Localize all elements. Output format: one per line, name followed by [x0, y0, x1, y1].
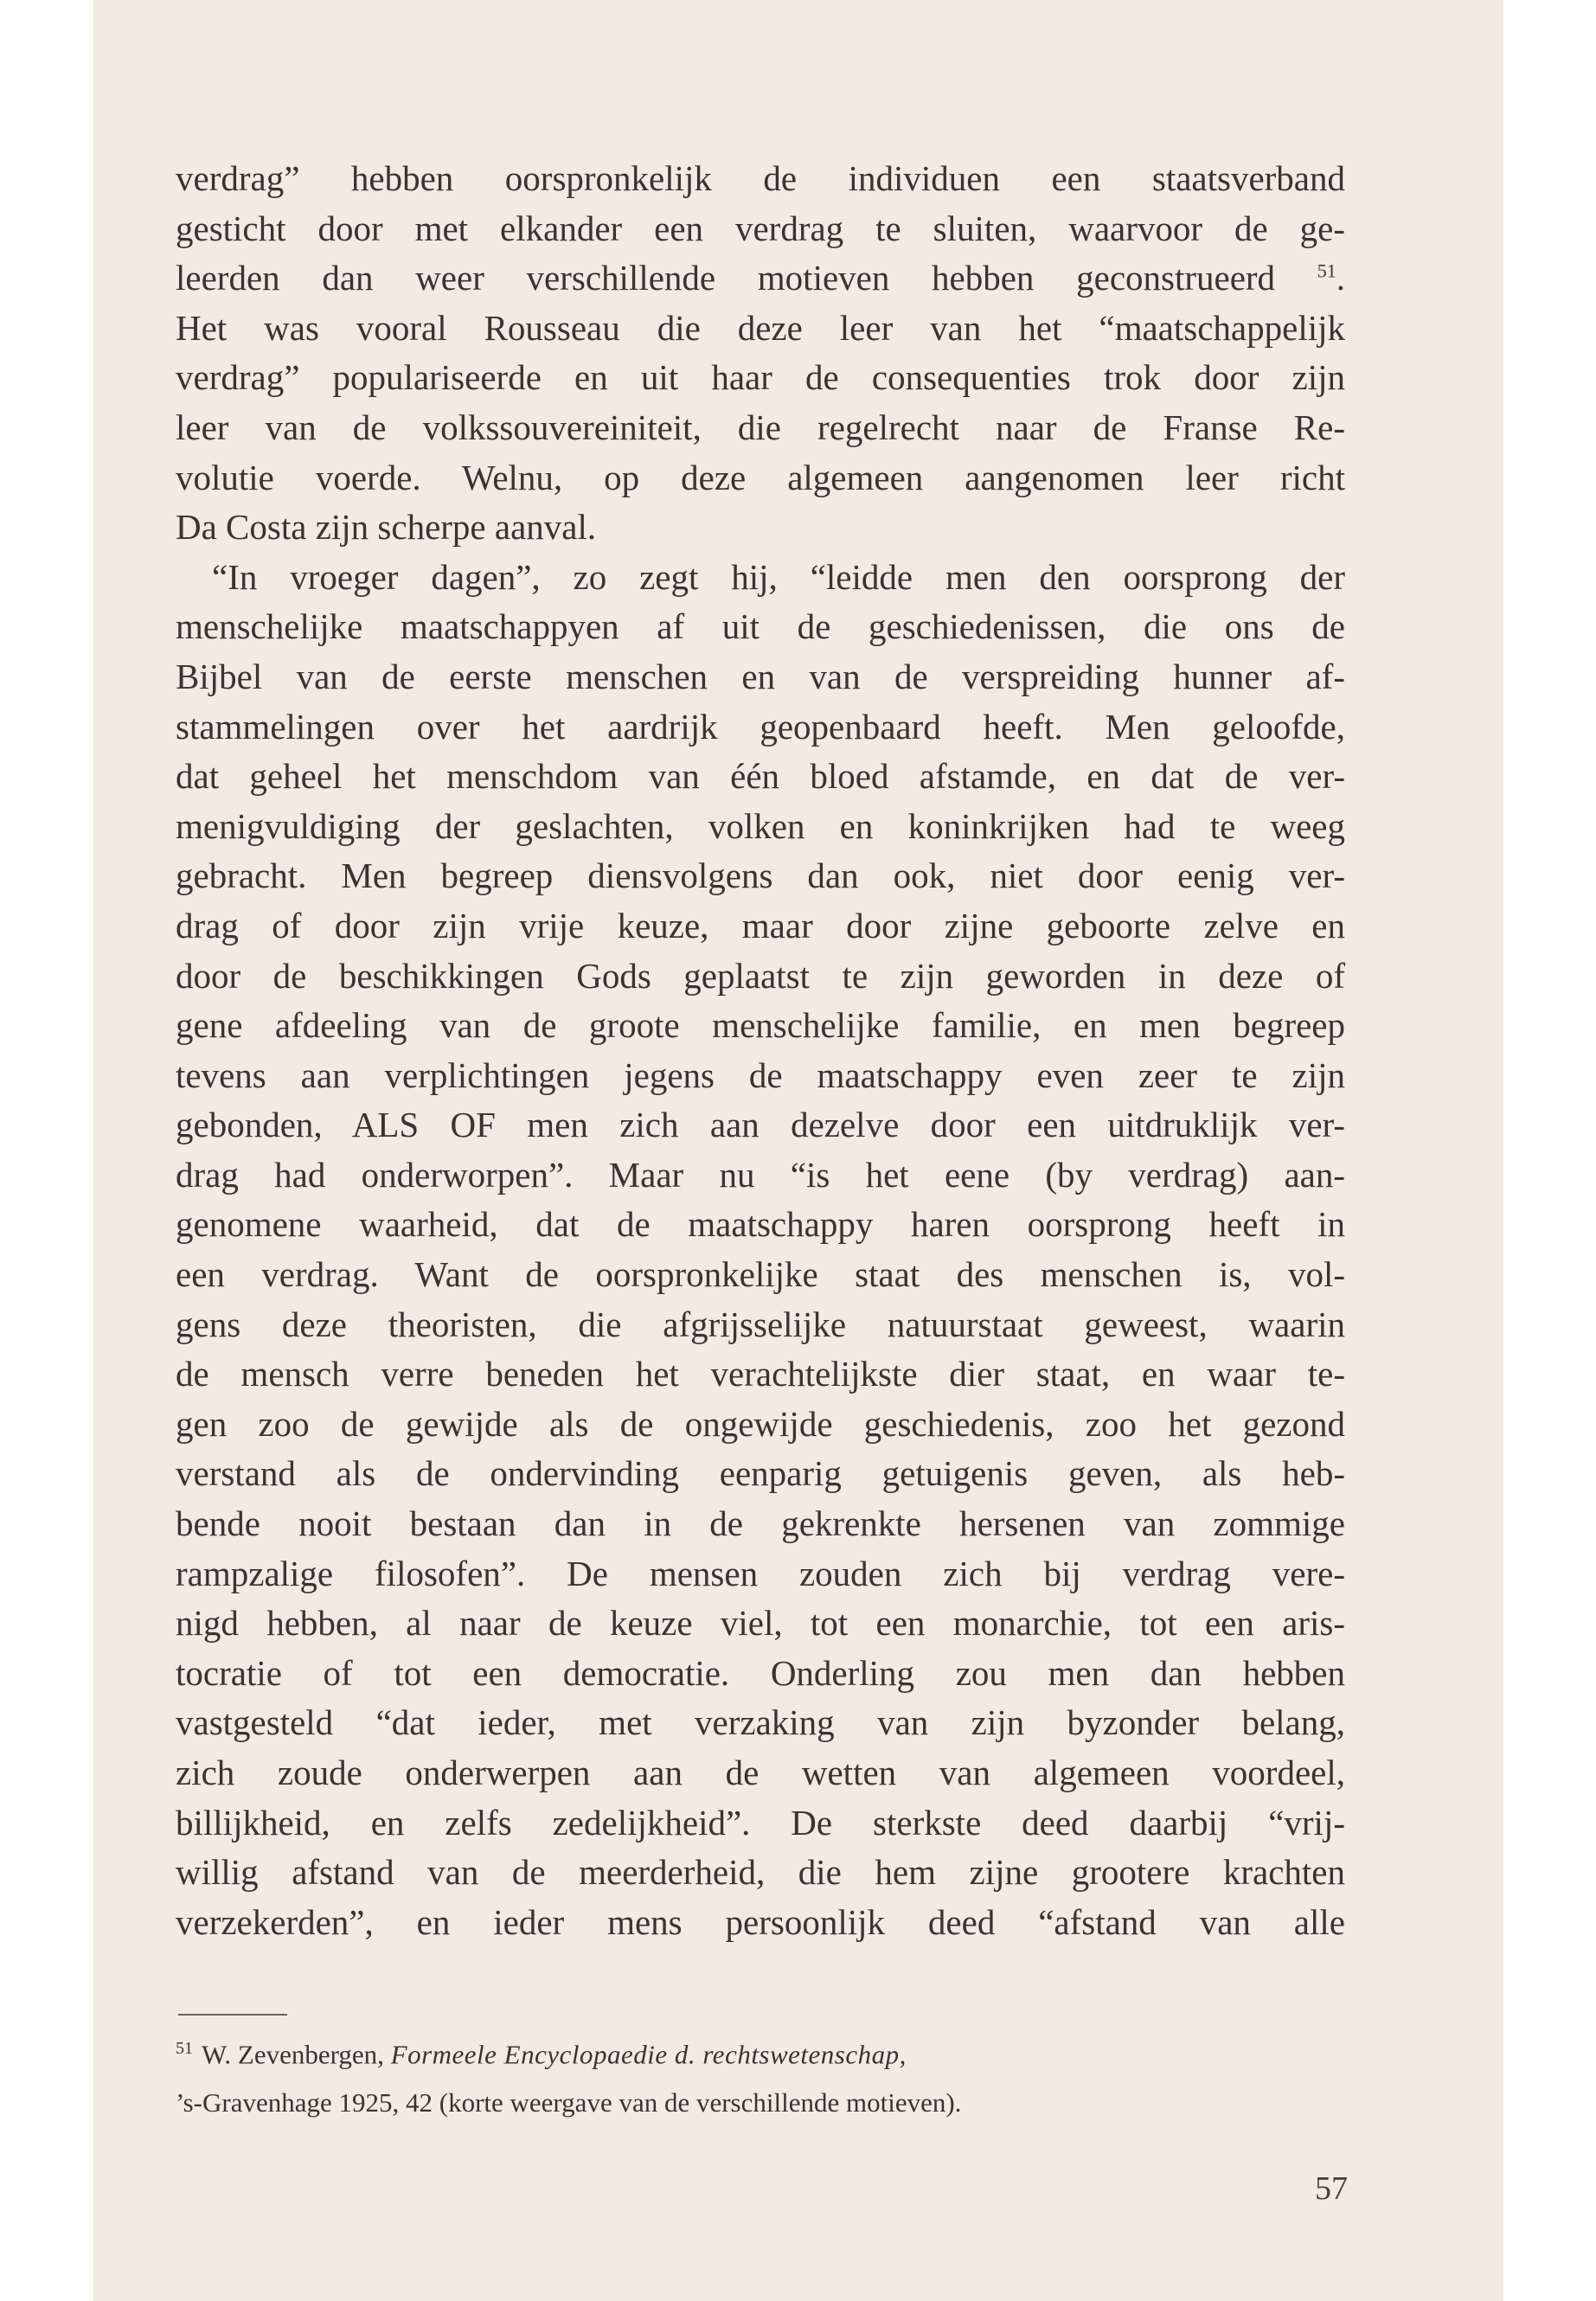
footnote-title: Formeele Encyclopaedie d. rechtswetenschap,: [390, 2039, 907, 2070]
footnote-reference: 51: [1317, 260, 1336, 282]
text-line: billijkheid, en zelfs zedelijkheid”. De sterkste deed daarbij “vrij-: [176, 1802, 1345, 1843]
text-line: Het was vooral Rousseau die deze leer van het “maatschappelijk: [176, 307, 1345, 348]
text-line: gens deze theoristen, die afgrijsselijke natuurstaat geweest, waarin: [176, 1304, 1345, 1344]
text-line: gebracht. Men begreep diensvolgens dan ook, niet door eenig ver-: [176, 856, 1345, 896]
text-line-content: leerden dan weer verschillende motieven hebben geconstrueerd: [176, 258, 1276, 298]
text-line: verstand als de ondervinding eenparig getuigenis geven, als heb-: [176, 1453, 1345, 1494]
text-line: tevens aan verplichtingen jegens de maatschappy even zeer te zijn: [176, 1054, 1345, 1095]
text-line: bende nooit bestaan dan in de gekrenkte hersenen van zommige: [176, 1503, 1345, 1544]
text-line: zich zoude onderwerpen aan de wetten van algemeen voordeel,: [176, 1753, 1345, 1792]
text-line: gen zoo de gewijde als de ongewijde geschiedenis, zoo het gezond: [176, 1403, 1345, 1444]
body-text: [176, 154, 1345, 1947]
text-line: leerden dan weer verschillende motieven hebben geconstrueerd $^{51}$.: [176, 258, 1345, 298]
text-line: de mensch verre beneden het verachtelijkste dier staat, en waar te-: [176, 1354, 1345, 1394]
book-page: [93, 0, 1503, 2301]
text-line: vastgesteld “dat ieder, met verzaking van zijn byzonder belang,: [176, 1702, 1345, 1743]
text-line: nigd hebben, al naar de keuze viel, tot een monarchie, tot een aris-: [176, 1603, 1345, 1644]
text-line: gebonden, ALS OF men zich aan dezelve door een uitdruklijk ver-: [176, 1105, 1345, 1145]
text-line: drag of door zijn vrije keuze, maar door zijne geboorte zelve en: [176, 905, 1345, 945]
footnote-author: W. Zevenbergen,: [202, 2039, 384, 2070]
text-line: dat geheel het menschdom van één bloed afstamde, en dat de ver-: [176, 756, 1345, 797]
text-line: rampzalige filosofen”. De mensen zouden zich bij verdrag vere-: [176, 1553, 1345, 1593]
text-line: menschelijke maatschappyen af uit de geschiedenissen, die ons de: [176, 606, 1345, 647]
text-line: genomene waarheid, dat de maatschappy haren oorsprong heeft in: [176, 1204, 1345, 1245]
text-line: verdrag” populariseerde en uit haar de consequenties trok door zijn: [176, 357, 1345, 398]
text-line: verdrag” hebben oorspronkelijk de individuen een staatsverband: [176, 158, 1345, 198]
text-line: verzekerden”, en ieder mens persoonlijk deed “afstand van alle: [176, 1901, 1345, 1942]
text-line: menigvuldiging der geslachten, volken en koninkrijken had te weeg: [176, 805, 1345, 846]
page-number: 57: [1315, 2170, 1348, 2207]
text-line: drag had onderworpen”. Maar nu “is het eene (by verdrag) aan-: [176, 1154, 1345, 1195]
text-line: volutie voerde. Welnu, op deze algemeen aangenomen leer richt: [176, 457, 1345, 497]
text-line: stammelingen over het aardrijk geopenbaard heeft. Men geloofde,: [176, 706, 1345, 747]
text-line: “In vroeger dagen”, zo zegt hij, “leidde men den oorsprong der: [212, 556, 1345, 597]
text-line: willig afstand van de meerderheid, die hem zijne grootere krachten: [176, 1852, 1345, 1893]
text-line: een verdrag. Want de oorspronkelijke staat des menschen is, vol-: [176, 1254, 1345, 1295]
text-line: gene afdeeling van de groote menschelijke familie, en men begreep: [176, 1005, 1345, 1046]
footnote-number: 51: [176, 2039, 193, 2058]
text-line: tocratie of tot een democratie. Onderling zou men dan hebben: [176, 1652, 1345, 1693]
text-line: gesticht door met elkander een verdrag te sluiten, waarvoor de ge-: [176, 208, 1345, 248]
text-line: leer van de volkssouvereiniteit, die regelrecht naar de Franse Re-: [176, 407, 1345, 447]
footnote-divider: [178, 2014, 287, 2016]
footnote: [176, 2024, 1345, 2127]
text-line: door de beschikkingen Gods geplaatst te zijn geworden in deze of: [176, 955, 1345, 996]
footnote-rest: ’s-Gravenhage 1925, 42 (korte weergave van de verschillende motieven).: [176, 2087, 962, 2118]
text-line: Bijbel van de eerste menschen en van de verspreiding hunner af-: [176, 656, 1345, 696]
text-line: Da Costa zijn scherpe aanval.: [176, 507, 597, 548]
